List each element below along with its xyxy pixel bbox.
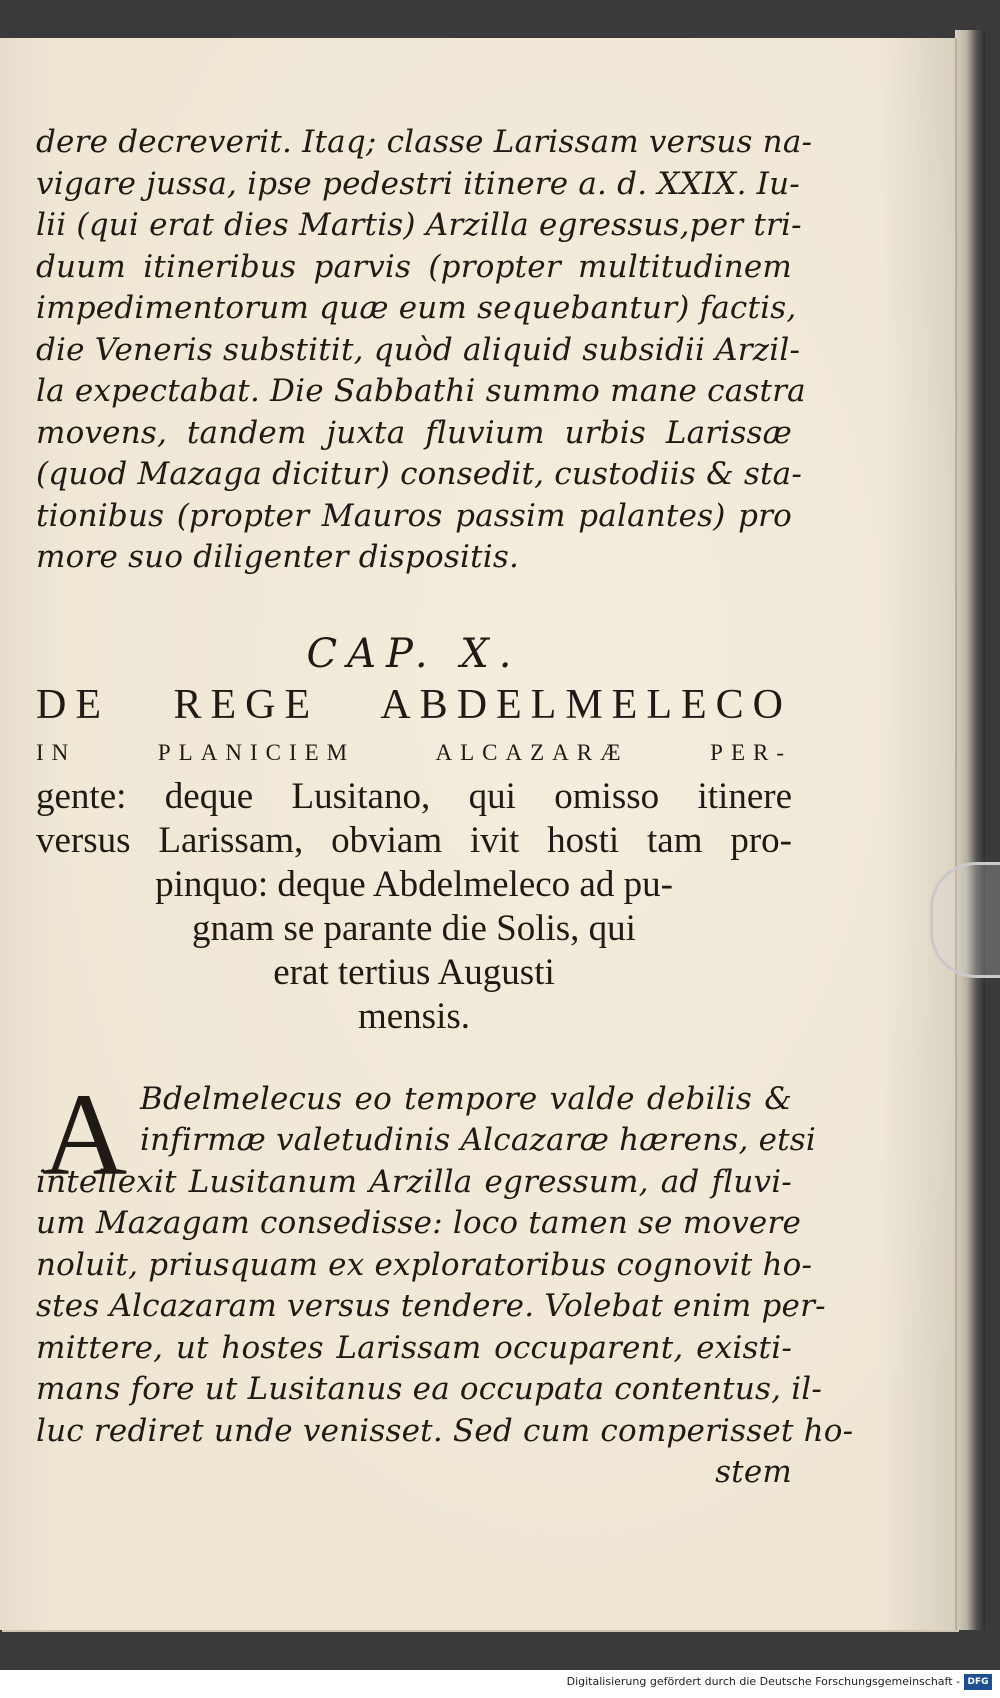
chapter-title-lines — [36, 775, 792, 1039]
text-line: infirmæ valetudinis Alcazaræ hærens, etsi — [140, 1122, 817, 1158]
body-lines — [36, 1162, 854, 1453]
text-line: mans fore ut Lusitanus ea occupata contentus, il- — [36, 1371, 823, 1407]
top-paragraph — [36, 122, 813, 579]
chapter-heading: CAP. X. — [306, 630, 522, 677]
text-line: more suo diligenter dispositis. — [36, 539, 520, 575]
text-line: movens, tandem juxta fluvium urbis Larissæ — [36, 414, 792, 451]
book-page — [0, 38, 957, 1630]
title-line: pinquo: deque Abdelmeleco ad pu- — [155, 863, 673, 905]
page-edge — [955, 30, 985, 1630]
page-text — [36, 122, 854, 1494]
text-line: duum itineribus parvis (propter multitudinem — [36, 248, 792, 285]
text-line: tionibus (propter Mauros passim palantes) pro — [36, 497, 792, 534]
text-line: dere decreverit. Itaq; classe Larissam versus na- — [36, 124, 813, 160]
text-line: stes Alcazaram versus tendere. Volebat enim per- — [36, 1288, 826, 1324]
drop-capital: A — [42, 1068, 128, 1200]
text-line: um Mazagam consedisse: loco tamen se movere — [36, 1205, 802, 1241]
text-line: noluit, priusquam ex exploratoribus cognovit ho- — [36, 1246, 813, 1283]
chapter-title-small: IN PLANICIEM ALCAZARÆ PER- — [36, 739, 792, 765]
title-line: gnam se parante die Solis, qui — [192, 907, 636, 949]
funding-credit: Digitalisierung gefördert durch die Deutsche Forschungsgemeinschaft - — [566, 1675, 960, 1688]
text-line: impedimentorum quæ eum sequebantur) factis, — [36, 290, 797, 326]
text-line: intellexit Lusitanum Arzilla egressum, ad fluvi- — [36, 1163, 792, 1200]
text-line: luc rediret unde venisset. Sed cum comperisset ho- — [36, 1412, 854, 1449]
dfg-logo: DFG — [964, 1674, 992, 1690]
text-line: lii (qui erat dies Martis) Arzilla egressus,per tri- — [36, 207, 802, 243]
title-line: gente: deque Lusitano, qui omisso itinere — [36, 775, 792, 817]
chapter-title-main: DE REGE ABDELMELECO — [36, 681, 792, 728]
title-line: erat tertius Augusti — [273, 951, 555, 993]
title-line: versus Larissam, obviam ivit hosti tam pro- — [36, 819, 792, 861]
footer-bar — [0, 1670, 1000, 1698]
indented-lines — [36, 1079, 817, 1162]
text-line: vigare jussa, ipse pedestri itinere a. d. XXIX. Iu- — [36, 165, 800, 202]
text-line: Bdelmelecus eo tempore valde debilis & — [140, 1080, 792, 1117]
title-line: mensis. — [357, 995, 471, 1037]
text-line: mittere, ut hostes Larissam occuparent, existi- — [36, 1329, 792, 1366]
body-paragraph — [36, 1068, 854, 1494]
text-line: (quod Mazaga dicitur) consedit, custodiis & sta- — [36, 456, 803, 492]
catchword: stem — [715, 1454, 792, 1490]
text-line: la expectabat. Die Sabbathi summo mane castra — [36, 373, 806, 409]
text-line: die Veneris substitit, quòd aliquid subsidii Arzil- — [36, 331, 801, 368]
paper-clip — [930, 862, 1000, 978]
